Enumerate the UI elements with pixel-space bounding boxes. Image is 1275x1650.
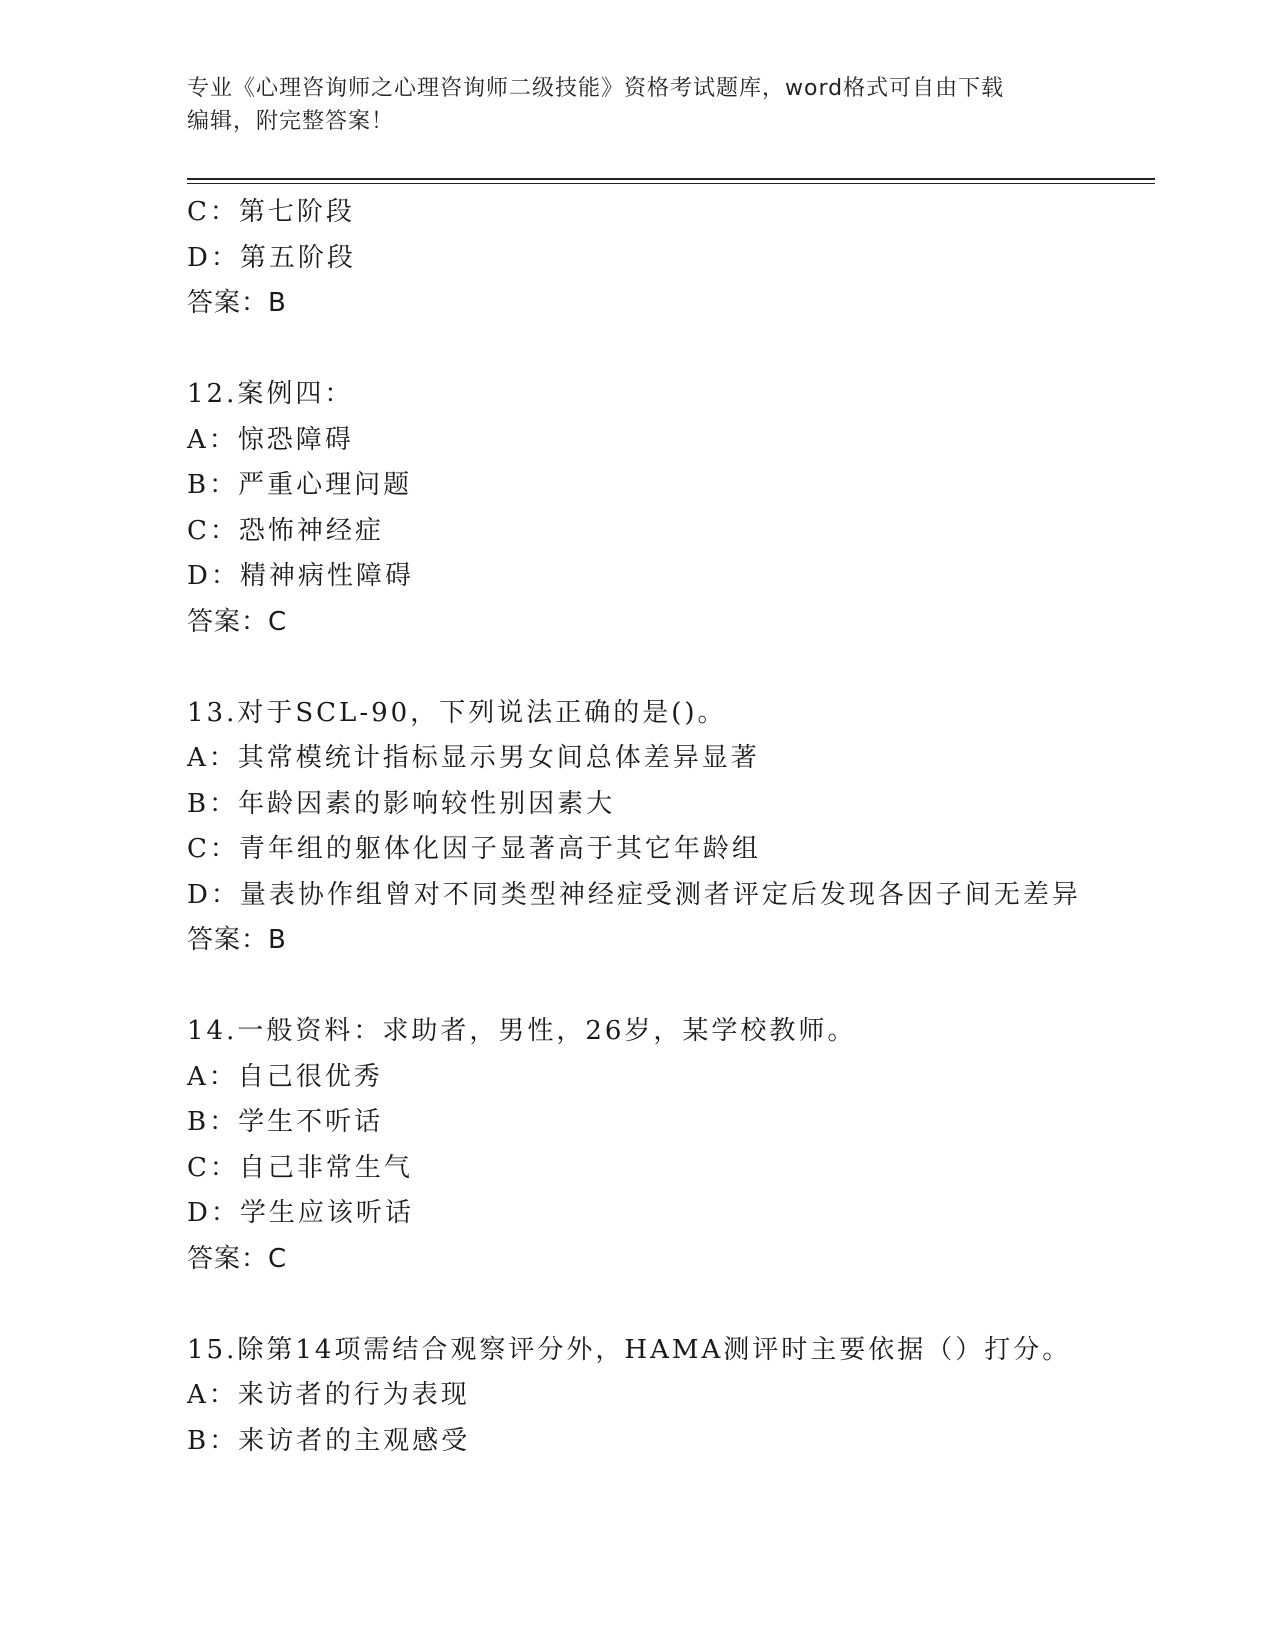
option-d: D：学生应该听话 <box>187 1198 414 1228</box>
question-block-12 <box>187 372 1155 645</box>
answer: 答案：C <box>187 1243 288 1274</box>
option-d: D：量表协作组曾对不同类型神经症受测者评定后发现各因子间无差异 <box>187 879 1081 910</box>
spacer <box>187 964 1155 1010</box>
option-c: C：恐怖神经症 <box>187 515 384 546</box>
header-divider-thick <box>187 178 1155 180</box>
question-stem: 13.对于SCL-90，下列说法正确的是()。 <box>187 697 727 728</box>
option-b: B：学生不听话 <box>187 1107 384 1137</box>
header-line-2: 编辑，附完整答案！ <box>187 109 395 134</box>
option-b: B：年龄因素的影响较性别因素大 <box>187 788 616 819</box>
question-block-14 <box>187 1009 1155 1282</box>
question-stem: 14.一般资料：求助者，男性，26岁，某学校教师。 <box>187 1016 857 1046</box>
option-b: B：来访者的主观感受 <box>187 1425 471 1456</box>
option-a: A：自己很优秀 <box>187 1061 383 1092</box>
question-stem: 12.案例四： <box>187 379 354 409</box>
spacer <box>187 1282 1155 1328</box>
document-header <box>187 72 1087 138</box>
question-list <box>187 190 1155 1464</box>
answer: 答案：B <box>187 925 287 955</box>
question-block-previous <box>187 190 1155 327</box>
option-d: D：精神病性障碍 <box>187 561 414 591</box>
question-stem: 15.除第14项需结合观察评分外，HAMA测评时主要依据（）打分。 <box>187 1334 1072 1365</box>
answer: 答案：C <box>187 606 288 637</box>
option-c: C：青年组的躯体化因子显著高于其它年龄组 <box>187 834 761 864</box>
answer: 答案：B <box>187 288 287 318</box>
option-c: C：第七阶段 <box>187 197 355 227</box>
option-b: B：严重心理问题 <box>187 470 413 500</box>
option-a: A：其常模统计指标显示男女间总体差异显著 <box>187 743 760 773</box>
option-a: A：惊恐障碍 <box>187 424 354 455</box>
spacer <box>187 645 1155 691</box>
option-c: C：自己非常生气 <box>187 1152 413 1183</box>
question-block-13 <box>187 691 1155 964</box>
question-block-15 <box>187 1328 1155 1465</box>
option-a: A：来访者的行为表现 <box>187 1380 470 1410</box>
header-line-1: 专业《心理咨询师之心理咨询师二级技能》资格考试题库，word格式可自由下载 <box>187 76 1005 101</box>
spacer <box>187 327 1155 373</box>
option-d: D：第五阶段 <box>187 242 356 273</box>
header-divider-thin <box>187 183 1155 184</box>
